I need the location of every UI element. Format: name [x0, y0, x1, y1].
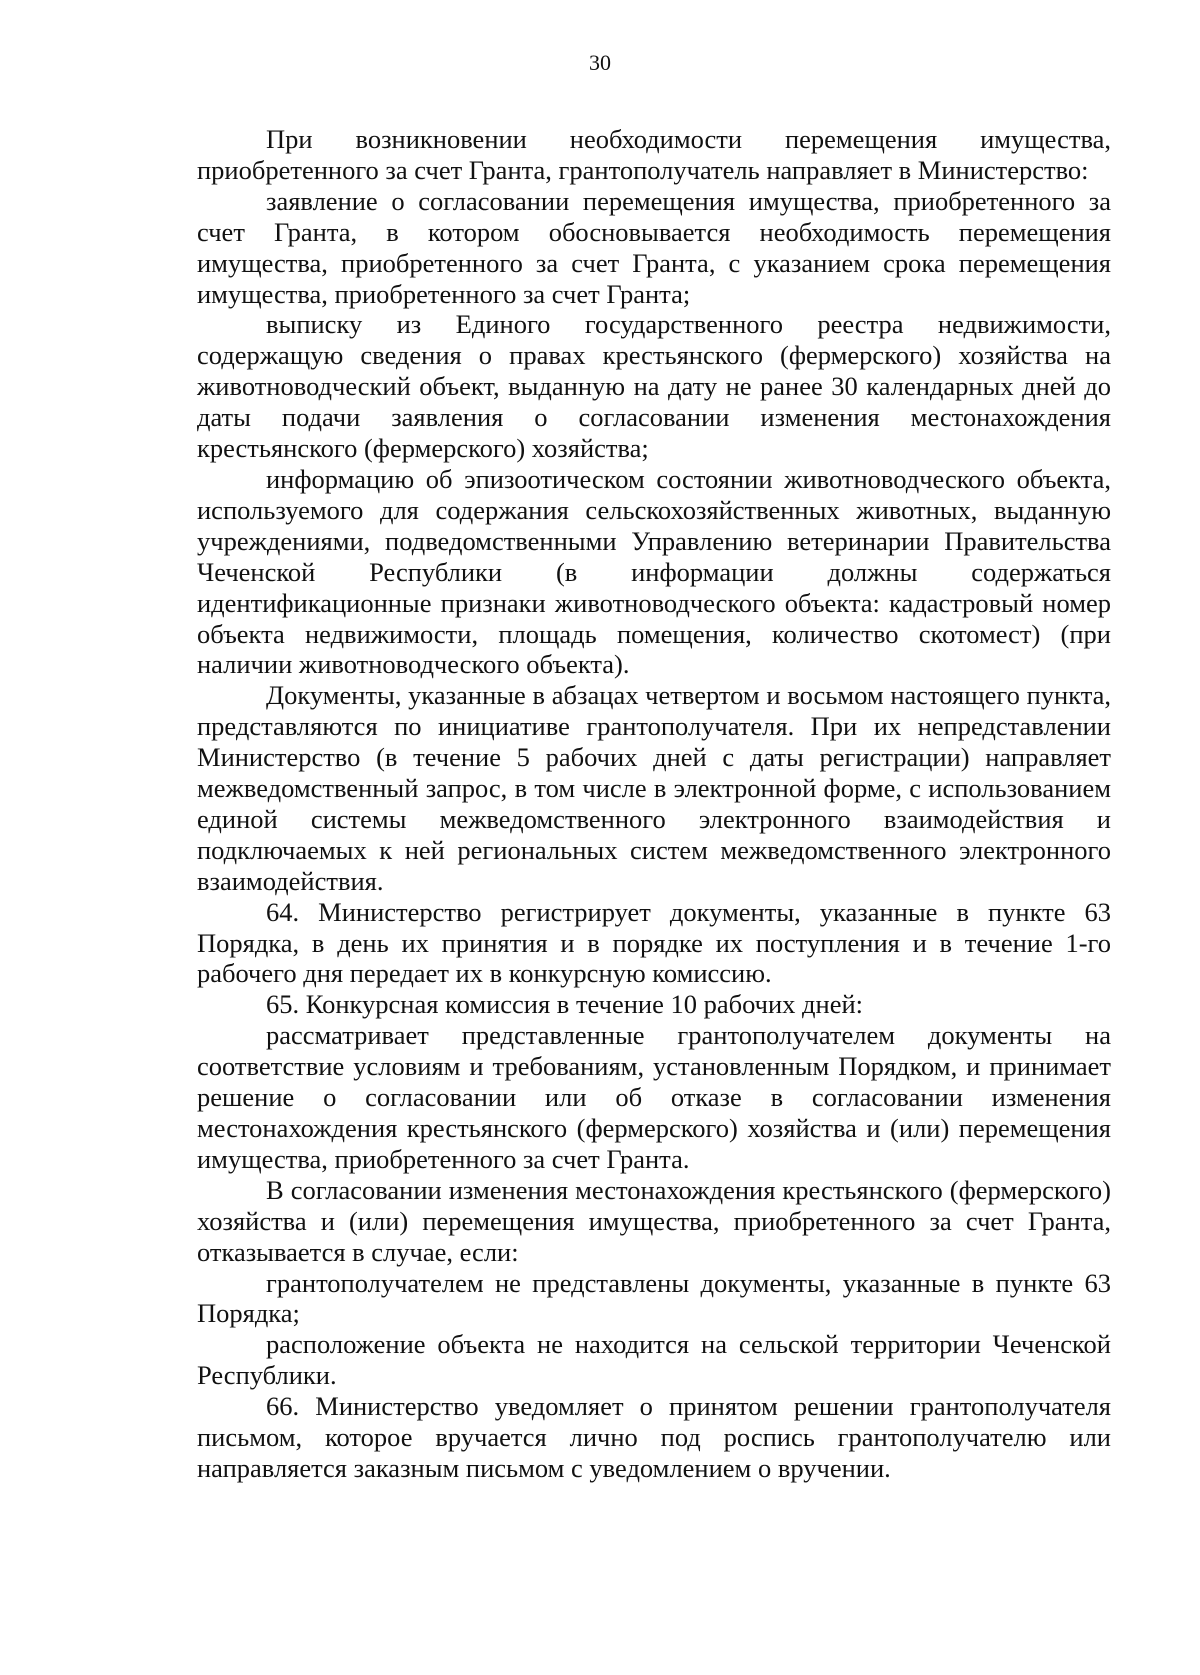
page-number: 30: [589, 50, 611, 75]
paragraph-item-66: 66. Министерство уведомляет о принятом решении грантополучателя письмом, которое вручается лично под роспись грантополучателю или направляется заказным письмом с уведомлением о вручении.: [197, 1391, 1111, 1483]
paragraph-refusal-reason-1: грантополучателем не представлены документы, указанные в пункте 63 Порядка;: [197, 1267, 1111, 1329]
paragraph-application: заявление о согласовании перемещения имущества, приобретенного за счет Гранта, в котором обосновывается необходимость перемещения имущества, приобретенного за счет Гранта, с указанием срока перемещения имущества, приобретенного за счет Гранта;: [197, 185, 1111, 309]
paragraph-item-65: 65. Конкурсная комиссия в течение 10 рабочих дней:: [266, 989, 864, 1020]
document-body: [197, 124, 1111, 1484]
paragraph-epizootic-info: информацию об эпизоотическом состоянии животноводческого объекта, используемого для содержания сельскохозяйственных животных, выданную учреждениями, подведомственными Управлению ветеринарии Правительства Чеченской Республики (в информации должны содержаться идентификационные признаки животноводческого объекта: кадастровый номер объекта недвижимости, площадь помещения, количество скотомест) (при наличии животноводческого объекта).: [197, 463, 1111, 680]
paragraph-registry-extract: выписку из Единого государственного реестра недвижимости, содержащую сведения о правах крестьянского (фермерского) хозяйства на животноводческий объект, выданную на дату не ранее 30 календарных дней до даты подачи заявления о согласовании изменения местонахождения крестьянского (фермерского) хозяйства;: [197, 309, 1111, 464]
paragraph-refusal-reason-2: расположение объекта не находится на сельской территории Чеченской Республики.: [197, 1329, 1111, 1391]
paragraph-refusal: В согласовании изменения местонахождения крестьянского (фермерского) хозяйства и (или) перемещения имущества, приобретенного за счет Гранта, отказывается в случае, если:: [197, 1174, 1111, 1267]
paragraph-documents-initiative: Документы, указанные в абзацах четвертом и восьмом настоящего пункта, представляются по инициативе грантополучателя. При их непредставлении Министерство (в течение 5 рабочих дней с даты регистрации) направляет межведомственный запрос, в том числе в электронной форме, с использованием единой системы межведомственного электронного взаимодействия и подключаемых к ней региональных систем межведомственного электронного взаимодействия.: [197, 680, 1111, 896]
paragraph-review: рассматривает представленные грантополучателем документы на соответствие условиям и требованиям, установленным Порядком, и принимает решение о согласовании или об отказе в согласовании изменения местонахождения крестьянского (фермерского) хозяйства и (или) перемещения имущества, приобретенного за счет Гранта.: [197, 1020, 1111, 1174]
paragraph-item-64: 64. Министерство регистрирует документы, указанные в пункте 63 Порядка, в день их принятия и в порядке их поступления и в течение 1-го рабочего дня передает их в конкурсную комиссию.: [197, 896, 1111, 989]
paragraph-intro: При возникновении необходимости перемещения имущества, приобретенного за счет Гранта, грантополучатель направляет в Министерство:: [197, 124, 1111, 185]
